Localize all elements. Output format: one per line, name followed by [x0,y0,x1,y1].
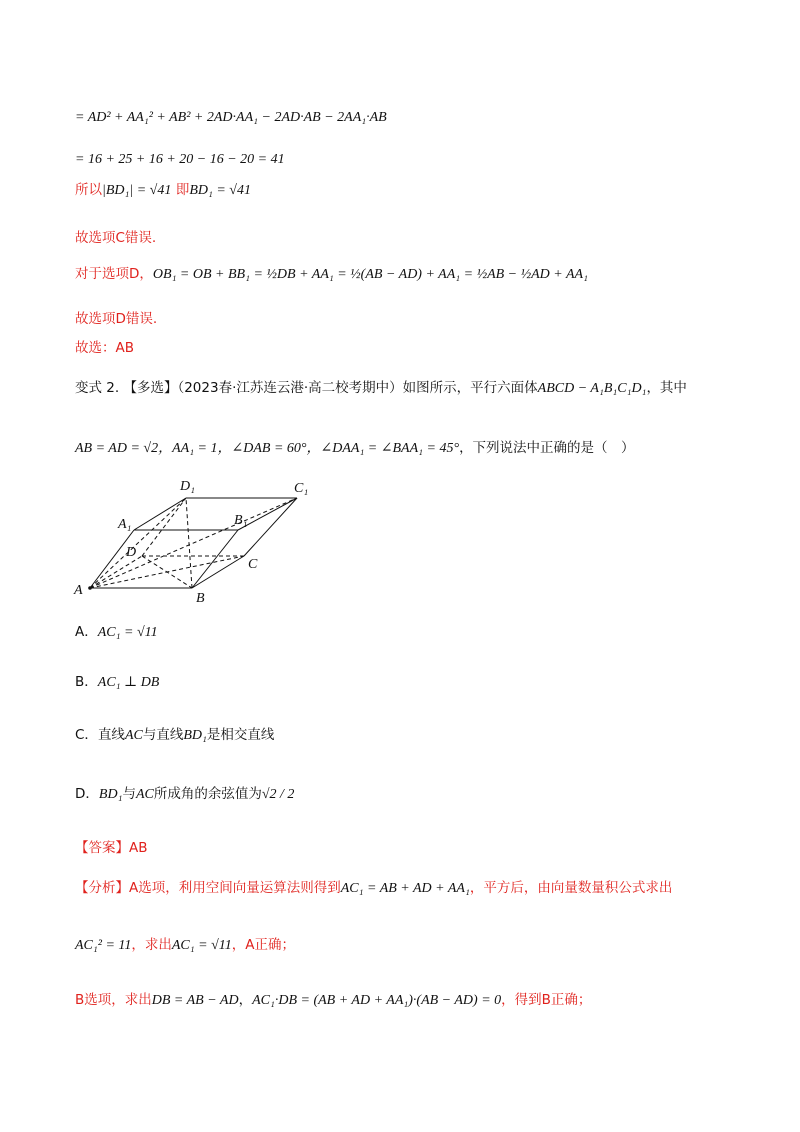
option-c-text1: 直线 [97,727,125,743]
label-a: A [74,583,83,598]
problem-intro-text: 变式 2. 【多选】（2023春·江苏连云港·高二校考期中）如图所示，平行六面体 [75,380,538,396]
option-c-math1: AC [124,728,143,743]
option-d-expr: OB₁ = OB + BB₁ = ½DB + AA₁ = ½(AB − AD) + AA₁ = ½AB − ½AD + AA₁ [152,267,588,282]
option-b [75,672,159,693]
analysis-line2-expr2: AC₁ = √11 [171,938,232,953]
analysis-line3-suffix: ，得到B正确； [501,992,592,1008]
analysis-suffix: ，平方后，由向量数量积公式求出 [469,880,673,896]
option-c-text2: 与直线 [142,727,184,743]
analysis-line3-expr2: AC₁·DB = (AB + AD + AA₁)·(AB − AD) = 0 [252,993,502,1008]
option-d-analysis [75,264,588,285]
final-choice: 故选：AB [75,340,134,356]
conclusion-expr: |BD₁| = √41 [102,183,172,198]
option-a [75,622,158,643]
label-c: C [248,557,258,572]
equation-expansion: = AD² + AA₁² + AB² + 2AD·AA₁ − 2AD·AB − 2AA₁·AB [75,110,387,125]
analysis-line2-text1: ，求出 [131,937,172,953]
parallelepiped-figure [72,470,332,610]
edge-d-d1 [142,498,186,556]
option-d-text1: 与 [122,786,136,802]
option-c-math2: BD₁ [183,728,207,743]
option-a-math: AC₁ = √11 [97,625,158,640]
option-d-math2: AC [135,787,154,802]
option-d-math1: BD₁ [98,787,123,802]
diag-a-c1 [90,498,297,588]
label-c1: C₁ [294,481,309,496]
analysis-line2-expr1: AC₁² = 11 [75,938,132,953]
diag-a-d1 [90,498,186,588]
diag-d-b [142,556,192,588]
edge-a1-d1 [134,498,186,530]
conclusion-expr2: BD₁ = √41 [189,183,251,198]
option-c [75,725,274,746]
equation-numeric: = 16 + 25 + 16 + 20 − 16 − 20 = 41 [75,152,285,167]
option-c-text3: 是相交直线 [206,727,275,743]
problem-intro-math: ABCD − A₁B₁C₁D₁ [537,381,647,396]
option-a-label: A． [75,624,98,640]
option-b-label: B． [75,674,98,690]
problem-intro [75,378,687,399]
edge-b-b1 [192,530,238,588]
conclusion-mid: 即 [175,182,190,198]
problem-conditions [75,438,635,459]
analysis-line3-prefix: B选项，求出 [75,992,152,1008]
label-a1: A₁ [118,517,132,532]
analysis-line3-expr1: DB = AB − AD [151,993,239,1008]
option-c-wrong: 故选项C错误. [75,230,157,246]
problem-intro-end: ，其中 [646,380,687,396]
analysis-line-3 [75,990,591,1011]
vertex-a-dot [88,586,92,590]
conclusion-prefix: 所以 [75,182,102,198]
label-b: B [196,591,205,606]
edge-b-c [192,556,244,588]
diag-b-d1 [186,498,192,588]
label-b1: B₁ [234,513,248,528]
analysis-line-1 [75,878,672,899]
edge-c-c1 [244,498,297,556]
label-d: D [126,545,137,560]
option-c-label: C． [75,727,98,743]
option-d-prefix: 对于选项D， [75,266,153,282]
analysis-line-2 [75,935,295,956]
label-d1: D₁ [180,479,195,494]
answer-label: 【答案】AB [75,840,148,856]
option-d-label: D． [75,786,99,802]
problem-cond-math: AB = AD = √2，AA₁ = 1，∠DAB = 60°，∠DAA₁ = ∠BAA₁ = 45° [75,441,460,456]
option-d-wrong: 故选项D错误. [75,311,158,327]
conclusion-bd1 [75,180,251,201]
option-b-math: AC₁ ⊥ DB [97,675,160,690]
analysis-line2-text2: ，A正确； [231,937,295,953]
analysis-line3-sep: ， [238,992,253,1008]
analysis-prefix: 【分析】A选项，利用空间向量运算法则得到 [75,880,341,896]
analysis-expr: AC₁ = AB + AD + AA₁ [340,881,470,896]
option-d [75,784,294,805]
edge-a-d [90,556,142,588]
problem-cond-end: ，下列说法中正确的是（ ） [459,440,635,456]
option-d-math3: √2 / 2 [261,787,295,802]
option-d-text2: 所成角的余弦值为 [153,786,262,802]
